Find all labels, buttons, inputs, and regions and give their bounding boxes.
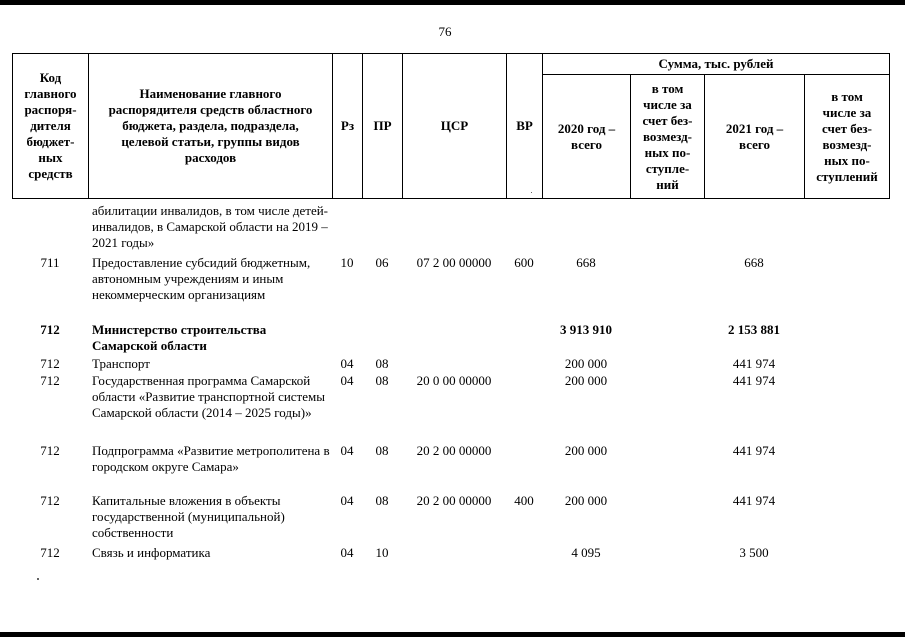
- cell-name: абилитации инвалидов, в том числе детей-инвалидов, в Самарской области на 2019 – 2021 годы»: [92, 203, 328, 250]
- cell-code: 712: [40, 373, 60, 388]
- cell-name: Предоставление субсидий бюджетным, автономным учреждениям и иным некоммерческим организациям: [92, 255, 311, 302]
- cell-sum-2021: 441 974: [732, 443, 776, 458]
- cell-name: Капитальные вложения в объекты государственной (муниципальной) собственности: [92, 493, 285, 540]
- cell-sum-2020: 3 913 910: [560, 322, 612, 337]
- header-sum-2021-free: в том числе за счет без-возмезд-ных по-ступлений: [816, 88, 878, 184]
- cell-rz: 04: [340, 443, 354, 458]
- cell-vr: 400: [514, 493, 534, 508]
- cell-name: Подпрограмма «Развитие метрополитена в городском округе Самара»: [92, 443, 330, 474]
- cell-sum-2021: 668: [744, 255, 764, 270]
- cell-name: Транспорт: [92, 356, 150, 371]
- page-number: 76: [438, 24, 452, 39]
- cell-sum-2021: 441 974: [732, 356, 776, 371]
- header-name: Наименование главного распорядителя средств областного бюджета, раздела, подраздела, целевой статьи, группы видов расходов: [89, 54, 333, 198]
- cell-name: Министерство строительства Самарской области: [92, 322, 267, 353]
- cell-pr: 08: [375, 443, 389, 458]
- cell-code: 712: [40, 493, 60, 508]
- cell-sum-2021: 3 500: [739, 545, 769, 560]
- cell-csr: 20 0 00 00000: [416, 373, 492, 388]
- cell-rz: 04: [340, 493, 354, 508]
- table-header: [12, 53, 890, 199]
- header-rz: Рз: [333, 54, 363, 198]
- cell-rz: 10: [340, 255, 354, 270]
- cell-code: 712: [40, 545, 60, 560]
- scan-speck: [37, 578, 39, 580]
- cell-pr: 08: [375, 493, 389, 508]
- header-sum-group: Сумма, тыс. рублей: [658, 56, 774, 71]
- header-code: Код главного распоря-дителя бюджет-ных средств: [13, 54, 89, 198]
- cell-sum-2020: 668: [576, 255, 596, 270]
- top-border-line: [0, 0, 905, 5]
- cell-pr: 10: [375, 545, 389, 560]
- cell-pr: 08: [375, 356, 389, 371]
- cell-rz: 04: [340, 373, 354, 388]
- cell-sum-2021: 2 153 881: [728, 322, 780, 337]
- header-pr: ПР: [363, 54, 403, 198]
- cell-sum-2021: 441 974: [732, 373, 776, 388]
- cell-sum-2020: 200 000: [564, 356, 608, 371]
- cell-sum-2021: 441 974: [732, 493, 776, 508]
- cell-csr: 20 2 00 00000: [416, 493, 492, 508]
- header-sum-2020-free: в том числе за счет без-возмезд-ных по-ступле-ний: [631, 75, 705, 198]
- cell-name: Связь и информатика: [92, 545, 211, 560]
- cell-csr: 07 2 00 00000: [416, 255, 492, 270]
- header-sum-2021: 2021 год – всего: [705, 75, 805, 198]
- cell-code: 711: [40, 255, 60, 270]
- cell-pr: 08: [375, 373, 389, 388]
- cell-sum-2020: 200 000: [564, 493, 608, 508]
- cell-vr: 600: [514, 255, 534, 270]
- header-sum-2020: 2020 год – всего: [543, 75, 631, 198]
- scan-speck: [531, 192, 532, 193]
- cell-code: 712: [40, 322, 60, 337]
- cell-sum-2020: 200 000: [564, 443, 608, 458]
- cell-rz: 04: [340, 545, 354, 560]
- header-csr: ЦСР: [403, 54, 507, 198]
- cell-sum-2020: 200 000: [564, 373, 608, 388]
- header-vr: ВР: [507, 54, 543, 198]
- cell-name: Государственная программа Самарской области «Развитие транспортной системы Самарской области (2014 – 2025 годы)»: [92, 373, 325, 420]
- cell-code: 712: [40, 356, 60, 371]
- cell-sum-2020: 4 095: [571, 545, 601, 560]
- cell-pr: 06: [375, 255, 389, 270]
- bottom-border-line: [0, 632, 905, 637]
- cell-csr: 20 2 00 00000: [416, 443, 492, 458]
- cell-code: 712: [40, 443, 60, 458]
- cell-rz: 04: [340, 356, 354, 371]
